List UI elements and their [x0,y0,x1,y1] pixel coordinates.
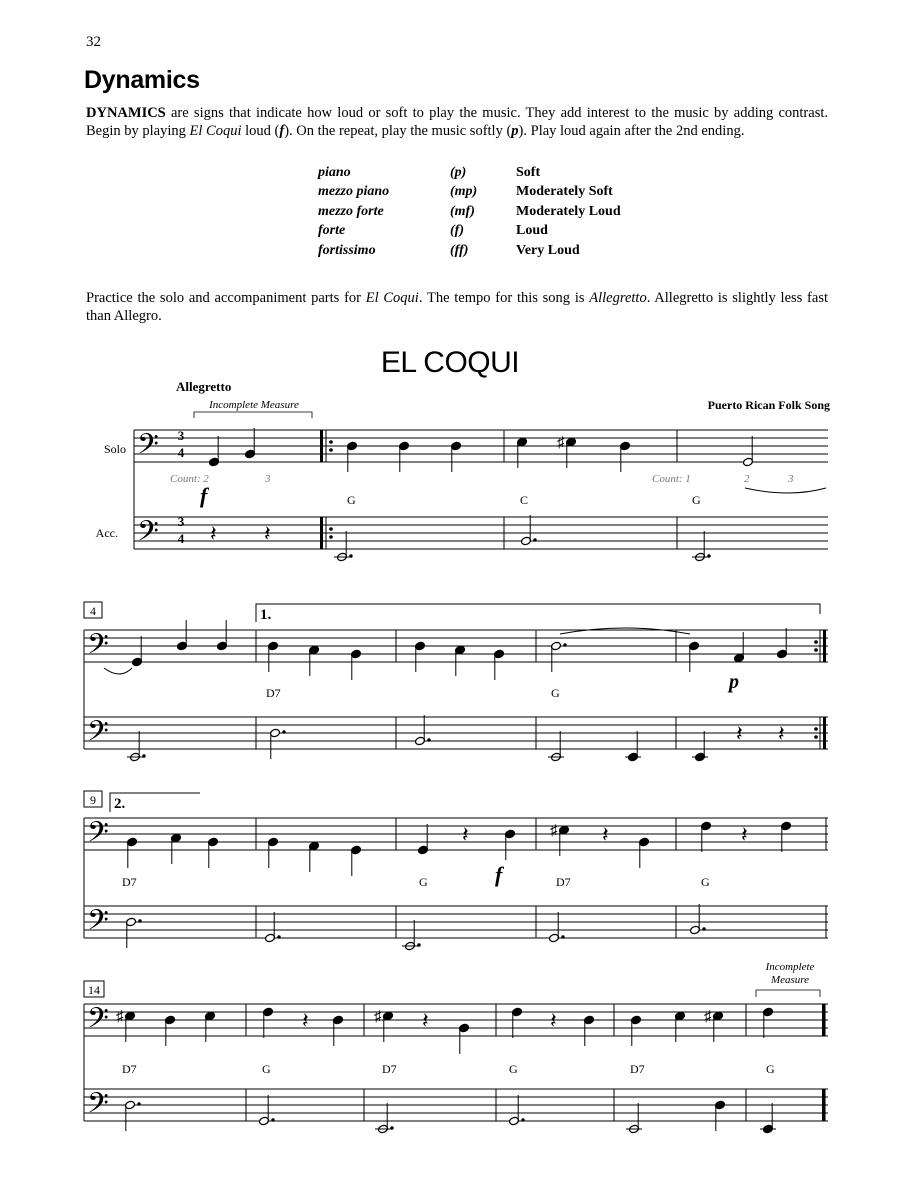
measure-number: 14 [88,983,100,997]
chord-symbol: D7 [382,1062,397,1076]
practice-song: El Coqui [365,290,419,306]
bass-clef-icon: 𝄢 [87,1004,109,1041]
bass-clef-icon: 𝄢 [87,818,109,855]
quarter-rest-icon: 𝄽 [264,521,271,546]
repeat-barline [320,430,323,462]
bass-clef-icon: 𝄢 [87,717,109,754]
dot [533,538,536,541]
time-sig-bottom: 4 [177,445,185,460]
quarter-rest-icon: 𝄽 [602,822,609,847]
bass-clef-icon: 𝄢 [87,630,109,667]
intro-text-3: ). On the repeat, play the music softly ( [284,123,512,139]
dot [138,919,141,922]
quarter-rest-icon: 𝄽 [302,1008,309,1033]
bass-clef-icon: 𝄢 [137,430,159,467]
sharp-icon: ♯ [550,823,558,839]
practice-text-2: . The tempo for this song is [418,290,590,306]
bass-clef-icon: 𝄢 [87,1089,109,1126]
final-barline [822,1004,826,1036]
dot [282,730,285,733]
incomplete-end-label: Incomplete [765,961,815,973]
dynamic-forte: f [495,862,503,887]
chord-symbol: G [509,1062,518,1076]
chord-symbol: G [347,493,356,507]
second-ending-label: 2. [114,796,126,812]
chord-symbol: G [551,686,560,700]
incomplete-measure-bracket [194,412,312,418]
repeat-barline [823,717,826,749]
chord-symbol: D7 [556,875,571,889]
intro-piano: p [511,123,519,139]
sharp-icon: ♯ [116,1009,124,1025]
repeat-dot [814,727,818,731]
dyn-meaning: Loud [516,223,548,239]
repeat-dot [814,648,818,652]
intro-song: El Coqui [189,123,242,139]
repeat-barline [823,630,826,662]
time-sig-top: 3 [177,428,185,443]
tie [560,628,690,634]
dot [521,1118,524,1121]
time-sig-top-acc: 3 [177,514,185,529]
incomplete-end-label: Measure [770,974,810,986]
tempo-marking: Allegretto [176,379,232,394]
dynamic-forte: f [200,483,208,508]
chord-symbol: D7 [122,875,137,889]
bass-clef-icon: 𝄢 [137,517,159,554]
incomplete-measure-label: Incomplete Measure [209,399,299,411]
sharp-icon: ♯ [557,435,565,451]
final-barline [822,1089,826,1121]
dyn-term: mezzo piano [318,184,390,200]
dyn-term: forte [318,223,346,239]
intro-text-2: loud ( [241,123,280,139]
dot [702,927,705,930]
section-title: Dynamics [84,66,200,94]
dot [271,1118,274,1121]
dyn-symbol: (p) [450,164,467,180]
first-ending-label: 1. [260,607,272,623]
count-label: Count: 2 [170,473,209,485]
incomplete-end-bracket [756,990,820,997]
chord-symbol: G [766,1062,775,1076]
repeat-dot [329,535,333,539]
count-label: Count: 1 [652,473,691,485]
count-label: 3 [265,473,271,485]
quarter-rest-icon: 𝄽 [741,822,748,847]
dyn-symbol: (ff) [450,242,469,258]
solo-label: Solo [103,442,126,456]
dyn-symbol: (mf) [450,203,475,219]
measure-number: 9 [90,793,96,807]
tie [745,488,826,493]
sharp-icon: ♯ [704,1009,712,1025]
time-sig-bottom-acc: 4 [177,531,185,546]
first-ending [256,604,820,622]
chord-symbol: C [520,493,529,507]
dot [277,935,280,938]
quarter-rest-icon: 𝄽 [550,1008,557,1033]
repeat-dot [329,527,333,531]
practice-text-3: . Allegretto is slightly less fast than Allegro. [86,290,828,324]
intro-text-1: are signs that indicate how loud or soft to play the music. They add interest to the music by adding contrast. Begin by playing [86,105,828,139]
repeat-dot [329,448,333,452]
dot [561,935,564,938]
intro-forte: f [279,123,285,139]
repeat-dot [814,735,818,739]
quarter-rest-icon: 𝄽 [210,521,217,546]
repeat-barline [320,517,323,549]
chord-symbol: D7 [630,1062,645,1076]
page-number: 32 [86,34,101,50]
dot [137,1102,140,1105]
composer-credit: Puerto Rican Folk Song [707,398,830,412]
chord-symbol: D7 [122,1062,137,1076]
dyn-term: piano [318,164,351,180]
measure-number: 4 [90,604,96,618]
intro-lead: DYNAMICS [86,105,166,121]
count-label: 2 [744,473,750,485]
sharp-icon: ♯ [374,1009,382,1025]
intro-text-4: ). Play loud again after the 2nd ending. [518,123,745,139]
acc-label: Acc. [95,526,118,540]
dyn-meaning: Moderately Loud [516,203,621,219]
dot [427,738,430,741]
dyn-symbol: (mp) [450,184,478,200]
chord-symbol: G [419,875,428,889]
dyn-meaning: Moderately Soft [516,184,613,200]
dyn-symbol: (f) [450,223,464,239]
quarter-rest-icon: 𝄽 [422,1008,429,1033]
chord-symbol: G [262,1062,271,1076]
quarter-rest-icon: 𝄽 [778,721,785,746]
measure-number-box [84,791,102,807]
dyn-term: fortissimo [318,242,376,258]
chord-symbol: G [692,493,701,507]
count-label: 3 [788,473,794,485]
practice-tempo: Allegretto [589,290,647,306]
dot [563,643,566,646]
repeat-dot [814,640,818,644]
repeat-dot [329,440,333,444]
dynamic-piano: p [729,671,739,693]
dyn-term: mezzo forte [318,203,384,219]
measure-number-box [84,602,102,618]
dyn-meaning: Soft [516,164,541,180]
dyn-meaning: Very Loud [516,242,580,258]
chord-symbol: G [701,875,710,889]
quarter-rest-icon: 𝄽 [462,822,469,847]
measure-number-box [84,981,104,997]
song-title: EL COQUI [380,346,520,379]
tie [104,668,132,674]
quarter-rest-icon: 𝄽 [736,721,743,746]
bass-clef-icon: 𝄢 [87,906,109,943]
staff-layer [84,428,828,1134]
chord-symbol: D7 [266,686,281,700]
practice-text-1: Practice the solo and accompaniment parts for [86,290,366,306]
